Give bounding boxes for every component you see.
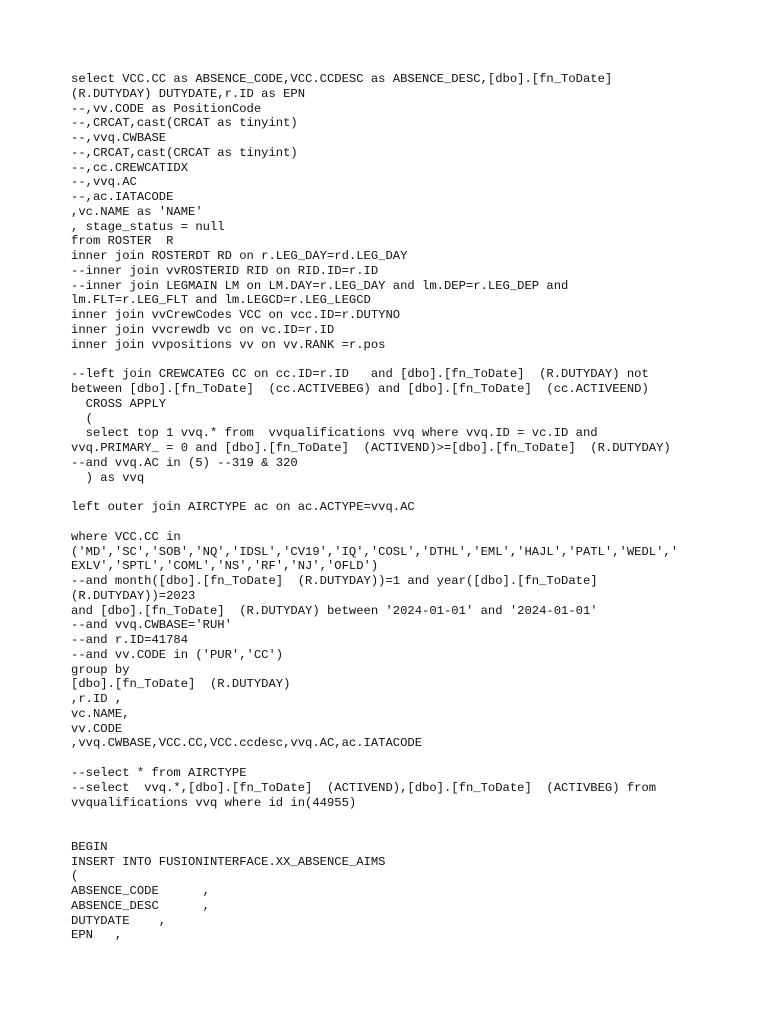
- code-line: BEGIN: [71, 839, 108, 854]
- code-line: ABSENCE_CODE ,: [71, 884, 210, 899]
- code-line: --,CRCAT,cast(CRCAT as tinyint): [71, 145, 298, 160]
- code-line: --inner join vvROSTERID RID on RID.ID=r.ID: [71, 263, 379, 278]
- code-line: --and vvq.CWBASE='RUH': [71, 618, 232, 633]
- code-line: , stage_status = null: [71, 219, 225, 234]
- code-line: and [dbo].[fn_ToDate] (R.DUTYDAY) between '2024-01-01' and '2024-01-01': [71, 603, 598, 618]
- code-line: (R.DUTYDAY))=2023: [71, 588, 196, 603]
- code-line: ) as vvq: [71, 470, 145, 485]
- code-line: --and vvq.AC in (5) --319 & 320: [71, 455, 298, 470]
- code-line: group by: [71, 662, 130, 677]
- code-line: vc.NAME,: [71, 706, 130, 721]
- code-line: --left join CREWCATEG CC on cc.ID=r.ID and [dbo].[fn_ToDate] (R.DUTYDAY) not: [71, 367, 649, 382]
- code-line: --,CRCAT,cast(CRCAT as tinyint): [71, 116, 298, 131]
- code-line: [dbo].[fn_ToDate] (R.DUTYDAY): [71, 677, 291, 692]
- code-line: vvqualifications vvq where id in(44955): [71, 795, 357, 810]
- code-line: inner join vvCrewCodes VCC on vcc.ID=r.DUTYNO: [71, 308, 401, 323]
- code-line: vv.CODE: [71, 721, 123, 736]
- code-line: left outer join AIRCTYPE ac on ac.ACTYPE=vvq.AC: [71, 500, 415, 515]
- code-line: lm.FLT=r.LEG_FLT and lm.LEGCD=r.LEG_LEGCD: [71, 293, 371, 308]
- code-line: CROSS APPLY: [71, 396, 167, 411]
- code-line: ('MD','SC','SOB','NQ','IDSL','CV19','IQ','COSL','DTHL','EML','HAJL','PATL','WEDL',': [71, 544, 679, 559]
- code-line: [71, 515, 731, 530]
- code-line: --and r.ID=41784: [71, 633, 189, 648]
- code-line: --and vv.CODE in ('PUR','CC'): [71, 647, 284, 662]
- code-line: EPN ,: [71, 928, 123, 943]
- code-line: (: [71, 869, 79, 884]
- code-line: --select vvq.*,[dbo].[fn_ToDate] (ACTIVEND),[dbo].[fn_ToDate] (ACTIVBEG) from: [71, 780, 657, 795]
- code-line: INSERT INTO FUSIONINTERFACE.XX_ABSENCE_AIMS: [71, 854, 386, 869]
- code-line: inner join ROSTERDT RD on r.LEG_DAY=rd.LEG_DAY: [71, 249, 408, 264]
- code-line: --,vv.CODE as PositionCode: [71, 101, 262, 116]
- code-line: inner join vvcrewdb vc on vc.ID=r.ID: [71, 323, 335, 338]
- code-line: where VCC.CC in: [71, 529, 181, 544]
- code-line: inner join vvpositions vv on vv.RANK =r.pos: [71, 337, 386, 352]
- code-line: (R.DUTYDAY) DUTYDATE,r.ID as EPN: [71, 86, 306, 101]
- code-line: [71, 353, 731, 368]
- code-line: ,vvq.CWBASE,VCC.CC,VCC.ccdesc,vvq.AC,ac.IATACODE: [71, 736, 423, 751]
- code-line: --and month([dbo].[fn_ToDate] (R.DUTYDAY))=1 and year([dbo].[fn_ToDate]: [71, 574, 598, 589]
- code-line: DUTYDATE ,: [71, 913, 167, 928]
- code-line: select VCC.CC as ABSENCE_CODE,VCC.CCDESC as ABSENCE_DESC,[dbo].[fn_ToDate]: [71, 72, 613, 86]
- code-line: ,vc.NAME as 'NAME': [71, 204, 203, 219]
- code-line: from ROSTER R: [71, 234, 174, 249]
- code-line: [71, 751, 731, 766]
- code-line: --,ac.IATACODE: [71, 190, 174, 205]
- code-line: --,vvq.CWBASE: [71, 131, 167, 146]
- code-line: --,cc.CREWCATIDX: [71, 160, 189, 175]
- code-line: --inner join LEGMAIN LM on LM.DAY=r.LEG_DAY and lm.DEP=r.LEG_DEP and: [71, 278, 569, 293]
- code-line: ,r.ID ,: [71, 692, 123, 707]
- code-line: select top 1 vvq.* from vvqualifications vvq where vvq.ID = vc.ID and: [71, 426, 598, 441]
- code-line: between [dbo].[fn_ToDate] (cc.ACTIVEBEG) and [dbo].[fn_ToDate] (cc.ACTIVEEND): [71, 382, 649, 397]
- code-line: ABSENCE_DESC ,: [71, 898, 210, 913]
- code-line: vvq.PRIMARY_ = 0 and [dbo].[fn_ToDate] (ACTIVEND)>=[dbo].[fn_ToDate] (R.DUTYDAY): [71, 441, 671, 456]
- code-line: [71, 485, 731, 500]
- code-line: (: [71, 411, 93, 426]
- code-line: --select * from AIRCTYPE: [71, 765, 247, 780]
- code-line: [71, 825, 731, 840]
- sql-code-block: [71, 72, 731, 943]
- code-line: [71, 810, 731, 825]
- code-line: --,vvq.AC: [71, 175, 137, 190]
- code-line: EXLV','SPTL','COML','NS','RF','NJ','OFLD'): [71, 559, 379, 574]
